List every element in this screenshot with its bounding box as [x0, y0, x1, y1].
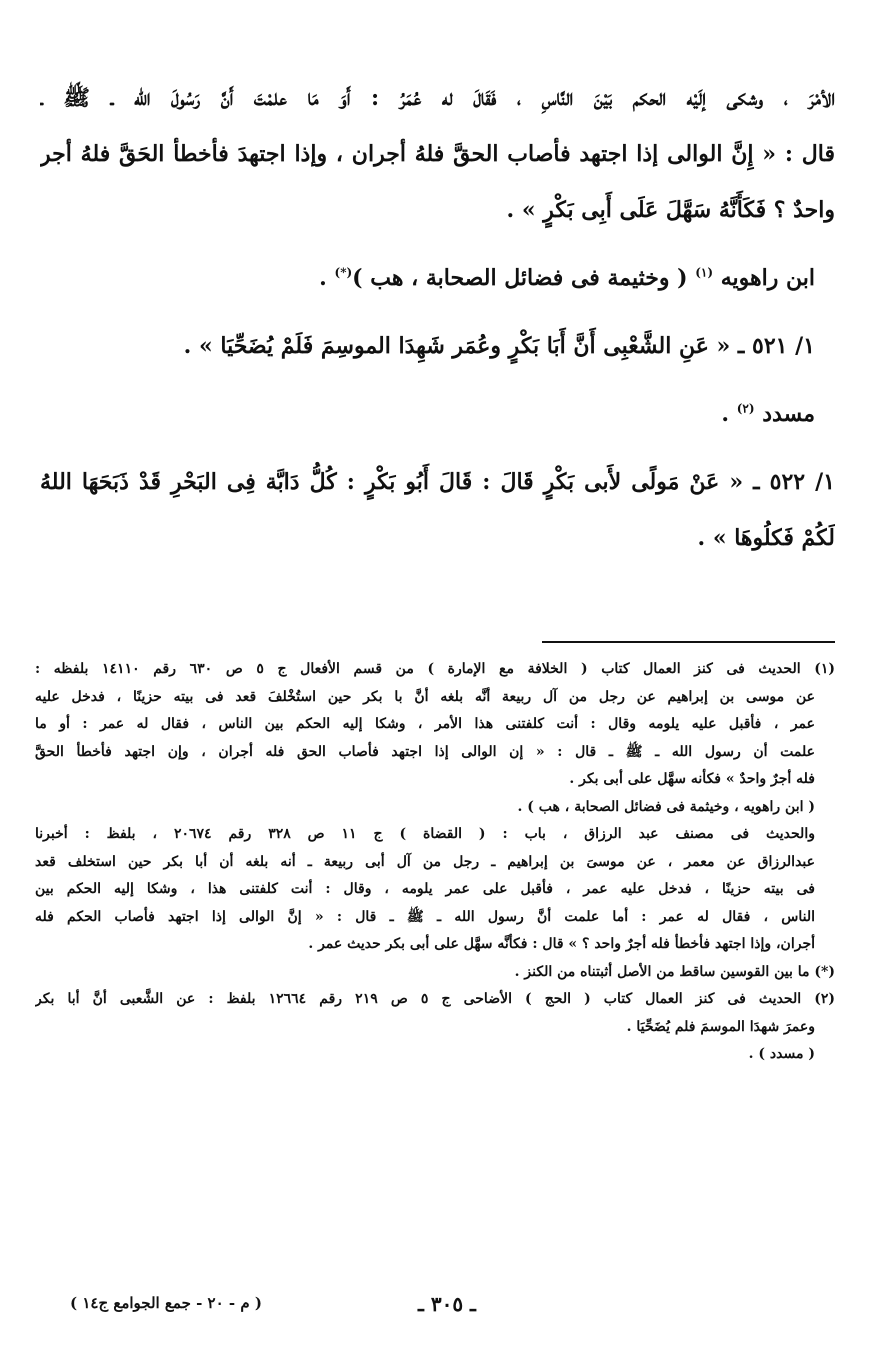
- footnote-line: علمت أن رسول الله ـ ﷺ ـ قال : « إن الوالى إذا اجتهد فأصاب الحق فله أجران ، وإن اجتهد فأخطأ الحقَّ: [35, 743, 815, 760]
- footnote-line: عن موسى بن إبراهيم عن رجل من آل ربيعة أنَّه بلغه أنَّ با بكر حين استُخْلفَ قعد فى بيته حزينًا ، فدخل عليه: [35, 688, 815, 705]
- footnote-ref-1: (١): [695, 265, 714, 280]
- footnote-line: والحديث فى مصنف عبد الرزاق ، باب : ( القضاة ) ج ١١ ص ٣٢٨ رقم ٢٠٦٧٤ ، بلفظ : أخبرنا: [35, 826, 815, 842]
- footnote-line: وعمرَ شهدَا الموسمَ فلم يُضَحِّيَا .: [626, 1018, 815, 1035]
- hadith-522-line: لَكُمْ فَكلُوهَا » .: [697, 525, 835, 551]
- footnote-divider: [542, 641, 835, 643]
- source-citation-1: ابن راهويه $^{(١)}$ ( وخثيمة فى فضائل الصحابة ، هب )(*) .: [319, 265, 815, 291]
- footnote-line: أجران، وإذا اجتهد فأخطأ فله أجرٌ واحد ؟ » قال : فكأنَّه سهَّل على أبى بكر حديث عمر .: [308, 936, 815, 952]
- footnotes: [35, 656, 835, 1069]
- footnote-star: (*) ما بين القوسين ساقط من الأصل أثبتناه من الكنز .: [514, 963, 835, 980]
- main-text: [40, 70, 835, 566]
- footnote-ref-2: (٢): [736, 401, 755, 416]
- text-line: قال : « إِنَّ الوالى إذا اجتهد فأصاب الحقَّ فلهُ أجران ، وإذا اجتهدَ فأخطأ الحَقَّ فلهُ أجر: [40, 141, 835, 167]
- footnote-line: فله أجرٌ واحدٌ » فكأنه سهَّل على أبى بكر .: [569, 771, 815, 787]
- footnote-line: عبدالرزاق عن معمر ، عن موسىَ بن إبراهيم ـ رجل من آل أبى ربيعة ـ أنه بلغه أن أبا بكر حين استخلف قعد: [35, 853, 815, 870]
- text-line: الأمْرَ ، وشكى إلَيْه الحكم بَيْنَ النَّاسِ ، فَقَالَ له عُمَرُ : أَوَ مَا علمْتَ أَنَّ رَسُولَ الله ـ ﷺ ـ: [40, 85, 835, 111]
- footnote-line: الناس ، فقال له عمر : أما علمت أنَّ رسول الله ـ ﷺ ـ قال : « إنَّ الوالى إذا اجتهد فأصاب الحكم فله: [35, 908, 815, 925]
- footnote-ref-star: (*): [334, 265, 353, 280]
- source-text: مسدد: [762, 401, 815, 427]
- footnote-line: ( ابن راهويه ، وخيثمة فى فضائل الصحابة ، هب ) .: [517, 798, 815, 815]
- volume-mark: ( م - ٢٠ - جمع الجوامع ج١٤ ): [70, 1294, 262, 1312]
- source-text: ابن راهويه: [720, 265, 815, 291]
- source-text: ( وخثيمة فى فضائل الصحابة ، هب ): [352, 265, 688, 291]
- footnote-line: فى بيته حزينًا ، فدخل عليه عمر ، فأقبل على عمر يلومه ، وقال : أنت كلفتنى هذا ، وشكا إليه الحكم بين: [35, 881, 815, 897]
- footnote-line: (٢) الحديث فى كنز العمال كتاب ( الحج ) الأضاحى ج ٥ ص ٢١٩ رقم ١٢٦٦٤ بلفظ : عن الشَّعبى أنَّ أبا بكر: [35, 991, 835, 1007]
- page-footer: [0, 1292, 879, 1322]
- hadith-522-line: ١/ ٥٢٢ ـ « عَنْ مَولًى لأَبى بَكْرٍ قَالَ : قَالَ أَبُو بَكْرٍ : كُلُّ دَابَّة فِى البَحْرِ قَدْ ذَبَحَهَا اللهُ: [40, 469, 835, 495]
- footnote-line: (١) الحديث فى كنز العمال كتاب ( الخلافة مع الإمارة ) من قسم الأفعال ج ٥ ص ٦٣٠ رقم ١٤١١٠ بلفظه :: [35, 661, 835, 677]
- page-number: ـ ٣٠٥ ـ: [418, 1292, 476, 1316]
- footnote-line: ( مسدد ) .: [748, 1046, 815, 1062]
- hadith-521: ١/ ٥٢١ ـ « عَنِ الشَّعْبِى أَنَّ أَبَا بَكْرٍ وعُمَر شَهِدَا الموسِمَ فَلَمْ يُضَحِّيَا » .: [183, 333, 815, 359]
- footnote-line: عمر ، فأقبل عليه يلومه وقال : أنت كلفتنى هذا الأمر ، وشكا إليه الحكم بين الناس ، فقال له عمر : أو ما: [35, 716, 815, 732]
- text-line: واحدٌ ؟ فَكَأَنَّهُ سَهَّلَ عَلَى أَبِى بَكْرٍ » .: [506, 197, 835, 223]
- source-citation-2: مسدد $^{(٢)}$ .: [721, 401, 815, 427]
